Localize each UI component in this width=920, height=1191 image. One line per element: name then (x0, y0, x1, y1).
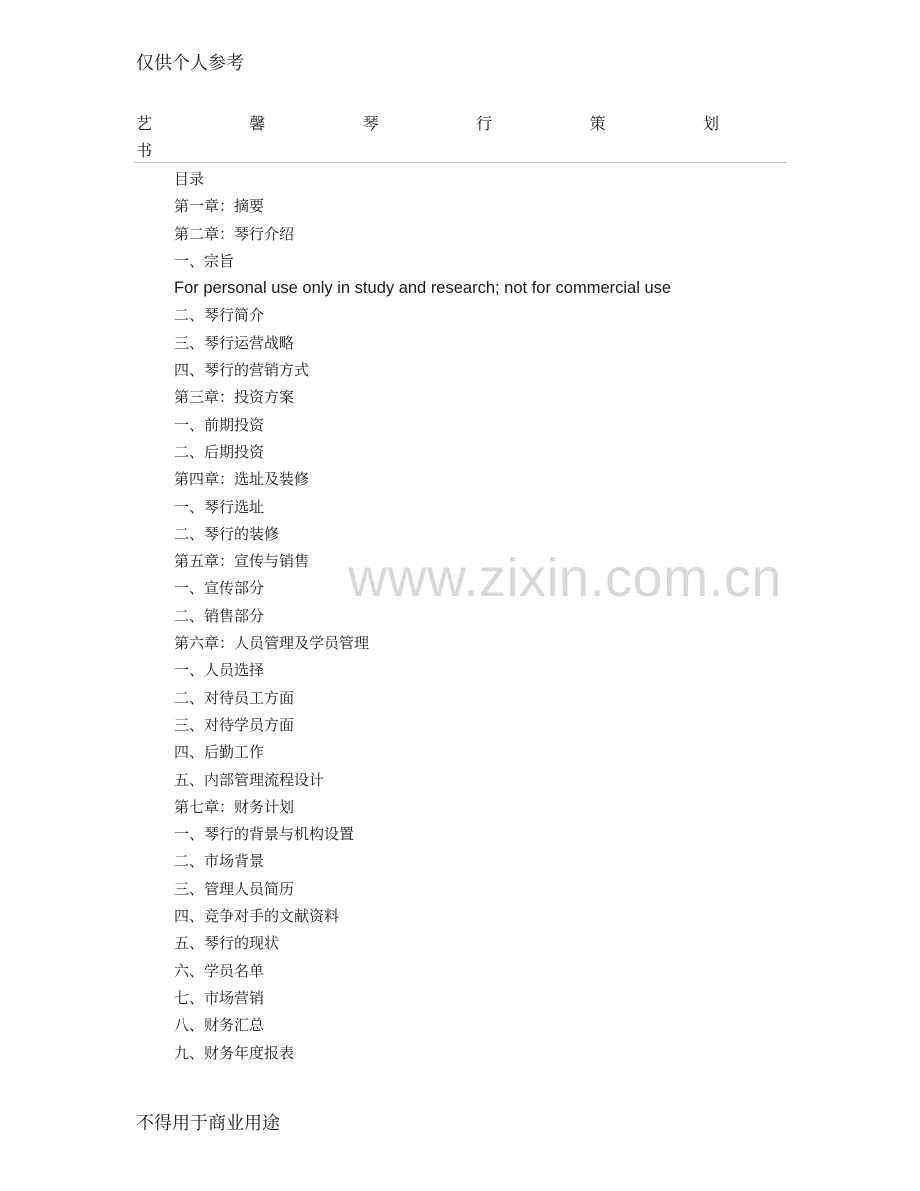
toc-item: 一、琴行的背景与机构设置 (174, 825, 355, 844)
toc-item: 第七章：财务计划 (174, 797, 295, 816)
title-divider (134, 162, 787, 163)
toc-item: 第五章：宣传与销售 (174, 552, 310, 571)
toc-item: 一、琴行选址 (174, 497, 265, 516)
header-note: 仅供个人参考 (136, 53, 244, 74)
document-title-tail: 书 (136, 141, 153, 160)
toc-item: 二、市场背景 (174, 852, 265, 871)
toc-item: 六、学员名单 (174, 961, 265, 980)
toc-item: 一、宗旨 (174, 251, 235, 270)
toc-item: 二、后期投资 (174, 442, 265, 461)
title-char: 策 (589, 114, 606, 133)
toc-item: 一、宣传部分 (174, 579, 265, 598)
title-char: 艺 (136, 114, 153, 133)
toc-item: 三、琴行运营战略 (174, 333, 295, 352)
title-char: 划 (702, 114, 719, 133)
toc-item: 四、琴行的营销方式 (174, 361, 310, 380)
toc-item: 二、琴行的装修 (174, 524, 280, 543)
toc-item: 五、琴行的现状 (174, 934, 280, 953)
toc-item: 五、内部管理流程设计 (174, 770, 325, 789)
footer-note: 不得用于商业用途 (136, 1113, 280, 1134)
toc-item: 二、销售部分 (174, 606, 265, 625)
toc-item: 第二章：琴行介绍 (174, 224, 295, 243)
toc-item: 一、前期投资 (174, 415, 265, 434)
toc-item: 三、管理人员简历 (174, 879, 295, 898)
table-of-contents (174, 166, 671, 1067)
title-char: 琴 (362, 114, 379, 133)
toc-item: 第三章：投资方案 (174, 388, 295, 407)
toc-item: 八、财务汇总 (174, 1016, 265, 1035)
toc-item: 第六章：人员管理及学员管理 (174, 634, 370, 653)
document-title (136, 113, 719, 135)
toc-item: 七、市场营销 (174, 988, 265, 1007)
toc-item: 四、竞争对手的文献资料 (174, 907, 340, 926)
toc-item: 二、对待员工方面 (174, 688, 295, 707)
usage-notice: For personal use only in study and research; not for commercial use (174, 279, 672, 298)
site-watermark: www.zixin.com.cn (348, 548, 783, 608)
toc-heading: 目录 (174, 170, 205, 188)
toc-item: 第一章：摘要 (174, 197, 265, 216)
toc-item: 三、对待学员方面 (174, 715, 295, 734)
toc-item: 四、后勤工作 (174, 743, 265, 762)
title-char: 行 (476, 114, 493, 133)
title-char: 馨 (249, 114, 266, 133)
toc-item: 第四章：选址及装修 (174, 470, 310, 489)
toc-item: 一、人员选择 (174, 661, 265, 680)
toc-item: 九、财务年度报表 (174, 1043, 295, 1062)
toc-item: 二、琴行简介 (174, 306, 265, 325)
